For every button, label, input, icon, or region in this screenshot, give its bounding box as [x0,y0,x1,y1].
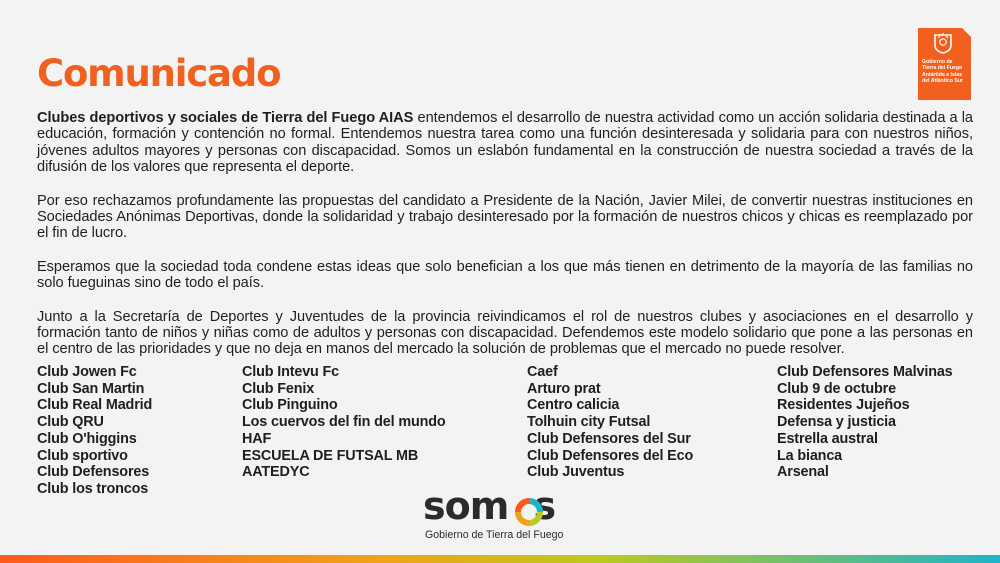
club-item: Club San Martin [37,380,145,397]
club-item: Club Intevu Fc [242,364,340,380]
club-item: Club Real Madrid [37,397,153,414]
government-badge [918,28,971,100]
logo-wordmark: som s [423,484,556,528]
somos-logo [420,484,570,544]
club-item: Club Pinguino [242,397,338,414]
club-item: Club los troncos [37,480,149,497]
club-item: HAF [242,430,272,447]
badge-folded-corner [962,28,971,37]
paragraph-4: Junto a la Secretaría de Deportes y Juventudes de la provincia reivindicamos el rol de nuestros clubes y asociaciones en el desarrollo y formación tanto de niños y niñas como de adultos y personas con discapacidad. Defendemos este modelo solidario que pone a las personas en el centro de las prioridades y que no deja en manos del mercado la solución de problemas que el mercado no puede resolver. [37,308,973,358]
paragraph-1 [37,110,973,176]
club-column-1 [37,364,152,498]
club-item: Club Fenix [242,380,315,397]
club-item: Residentes Jujeños [777,397,910,414]
province-seal-icon [931,32,955,54]
club-item: Club 9 de octubre [777,380,896,397]
paragraph-2: Por eso rechazamos profundamente las propuestas del candidato a Presidente de la Nación, Javier Milei, de convertir nuestras instituciones en Sociedades Anónimas Deportivas, donde la solidaridad y trabajo desinteresado por la formación de nuestros chicos y chicas es reemplazado por el fin de lucro. [37,192,973,242]
club-item: Arturo prat [527,380,601,397]
logo-tagline: Gobierno de Tierra del Fuego [425,529,564,541]
club-item: Centro calicia [527,397,620,414]
paragraph-1-lead: Clubes deportivos y sociales de Tierra del Fuego AIAS [37,110,414,126]
badge-line: Tierra del Fuego [922,65,963,72]
color-gradient-bar [0,555,1000,563]
badge-line: del Atlántico Sur [922,78,964,85]
club-item: Defensa y justicia [777,414,896,431]
club-item: Club sportivo [37,447,128,464]
club-item: Caef [527,364,558,380]
statement-body [37,110,973,358]
club-item: Club Juventus [527,464,625,481]
club-item: Club QRU [37,414,104,431]
club-column-4 [777,364,953,481]
badge-line: Gobierno de [922,59,953,65]
club-column-2 [242,364,446,481]
club-item: Club Jowen Fc [37,364,137,380]
club-item: La bianca [777,447,843,464]
club-item: Arsenal [777,464,829,481]
paragraph-1-text: entendemos el desarrollo de nuestra actividad como un acción solidaria destinada a la educación, formación y contención no formal. Entendemos nuestra tarea como una función desinteresada y solidaria para con nuestros niños, jóvenes adultos mayores y personas con discapacidad. Somos un eslabón fundamental en la construcción de nuestra sociedad a través de la difusión de los valores que representa el deporte. [37,110,974,176]
club-item: Club Defensores Malvinas [777,364,953,380]
club-item: Club Defensores del Eco [527,447,694,464]
club-column-3 [527,364,693,481]
club-item: Estrella austral [777,430,878,447]
paragraph-3: Esperamos que la sociedad toda condene estas ideas que solo benefician a los que más tienen en detrimento de la mayoría de las familias no solo fueguinas sino de todo el país. [37,258,973,292]
colorful-ring-icon [514,497,544,527]
club-item: Tolhuin city Futsal [527,414,651,431]
club-item: Club O'higgins [37,430,137,447]
badge-line: Antártida e Islas [922,71,963,78]
club-item: AATEDYC [242,464,310,481]
club-item: Club Defensores [37,464,150,481]
club-item: Club Defensores del Sur [527,430,691,447]
badge-text [922,59,970,85]
page-title: Comunicado [37,52,281,95]
club-item: Los cuervos del fin del mundo [242,414,446,431]
club-item: ESCUELA DE FUTSAL MB [242,447,419,464]
